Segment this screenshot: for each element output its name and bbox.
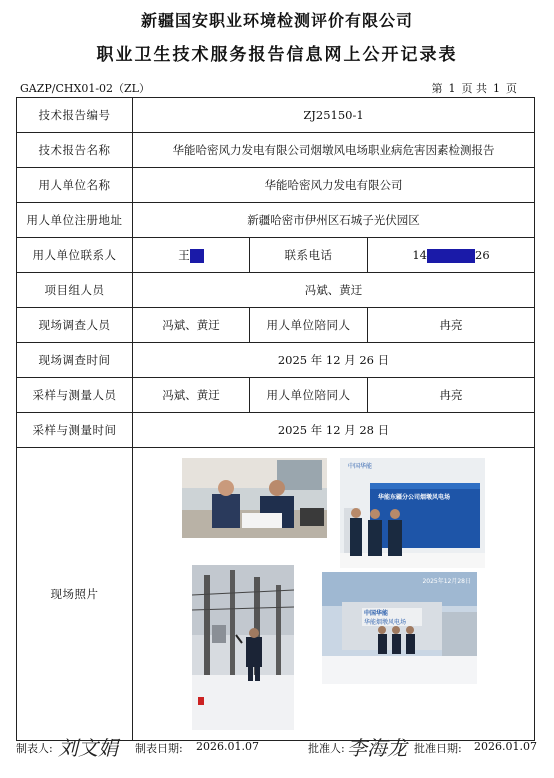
address-label: 用人单位注册地址 [17,203,133,238]
survey-time-value: 2025 年 12 月 26 日 [133,343,535,378]
page-total: 1 [493,82,500,95]
form-code: GAZP/CHX01-02（ZL） [20,82,150,95]
sampling-time-value: 2025 年 12 月 28 日 [133,413,535,448]
make-date-value: 2026.01.07 [196,740,259,753]
address-value: 新疆哈密市伊州区石城子光伏园区 [133,203,535,238]
employer-label: 用人单位名称 [17,168,133,203]
photo-substation-worker [192,565,294,730]
report-name-label: 技术报告名称 [17,133,133,168]
survey-people-value: 冯斌、黄迂 [133,308,250,343]
survey-accompany-value: 冉亮 [368,308,535,343]
phone-label: 联系电话 [250,238,368,273]
redaction-mark [190,249,204,263]
page-number: 1 [448,82,456,95]
employer-value: 华能哈密风力发电有限公司 [133,168,535,203]
record-table [16,97,535,741]
sampling-accompany-value: 冉亮 [368,378,535,413]
approve-date-label: 批准日期: [414,742,462,755]
maker-label: 制表人: [16,742,53,755]
approve-date-value: 2026.01.07 [474,740,537,753]
contact-name: 王 [178,248,190,262]
photo-office-meeting [182,458,327,538]
footer [0,734,554,764]
photos-label: 现场照片 [17,448,133,741]
sign-main-text: 华能东疆分公司烟墩风电场 [378,494,451,501]
team-value: 冯斌、黄迂 [133,273,535,308]
photos-cell [133,448,535,741]
org-name: 新疆国安职业环境检测评价有限公司 [140,11,413,30]
maker-signature: 刘文娟 [58,736,118,760]
gate-sign-logo: 中国华能 [364,610,389,617]
photo-date-stamp: 2025年12月28日 [422,578,471,585]
survey-accompany-label: 用人单位陪同人 [250,308,368,343]
report-no-value: ZJ25150-1 [133,98,535,133]
survey-time-label: 现场调查时间 [17,343,133,378]
sampling-time-label: 采样与测量时间 [17,413,133,448]
redaction-mark [427,249,475,263]
approver-label: 批准人: [308,742,345,755]
sampling-accompany-label: 用人单位陪同人 [250,378,368,413]
approver-signature: 李海龙 [347,736,407,760]
phone-suffix: 26 [475,247,490,262]
photo-gate-sign [322,572,477,684]
page-prefix: 第 [431,82,443,95]
team-label: 项目组人员 [17,273,133,308]
phone-value [368,238,535,273]
sampling-people-label: 采样与测量人员 [17,378,133,413]
sign-logo-text: 中国华能 [348,463,373,470]
gate-sign-text: 华能烟墩风电场 [364,619,407,626]
sampling-people-value: 冯斌、黄迂 [133,378,250,413]
report-name-value: 华能哈密风力发电有限公司烟墩风电场职业病危害因素检测报告 [133,133,535,168]
page-suffix: 页 [506,82,517,95]
photo-staff-sign [340,458,485,568]
page-mid: 页 共 [461,82,487,95]
make-date-label: 制表日期: [135,742,183,755]
report-no-label: 技术报告编号 [17,98,133,133]
phone-prefix: 14 [412,247,427,262]
contact-label: 用人单位联系人 [17,238,133,273]
form-title: 职业卫生技术服务报告信息网上公开记录表 [96,45,458,65]
page-info [429,80,521,96]
contact-value [133,238,250,273]
survey-people-label: 现场调查人员 [17,308,133,343]
